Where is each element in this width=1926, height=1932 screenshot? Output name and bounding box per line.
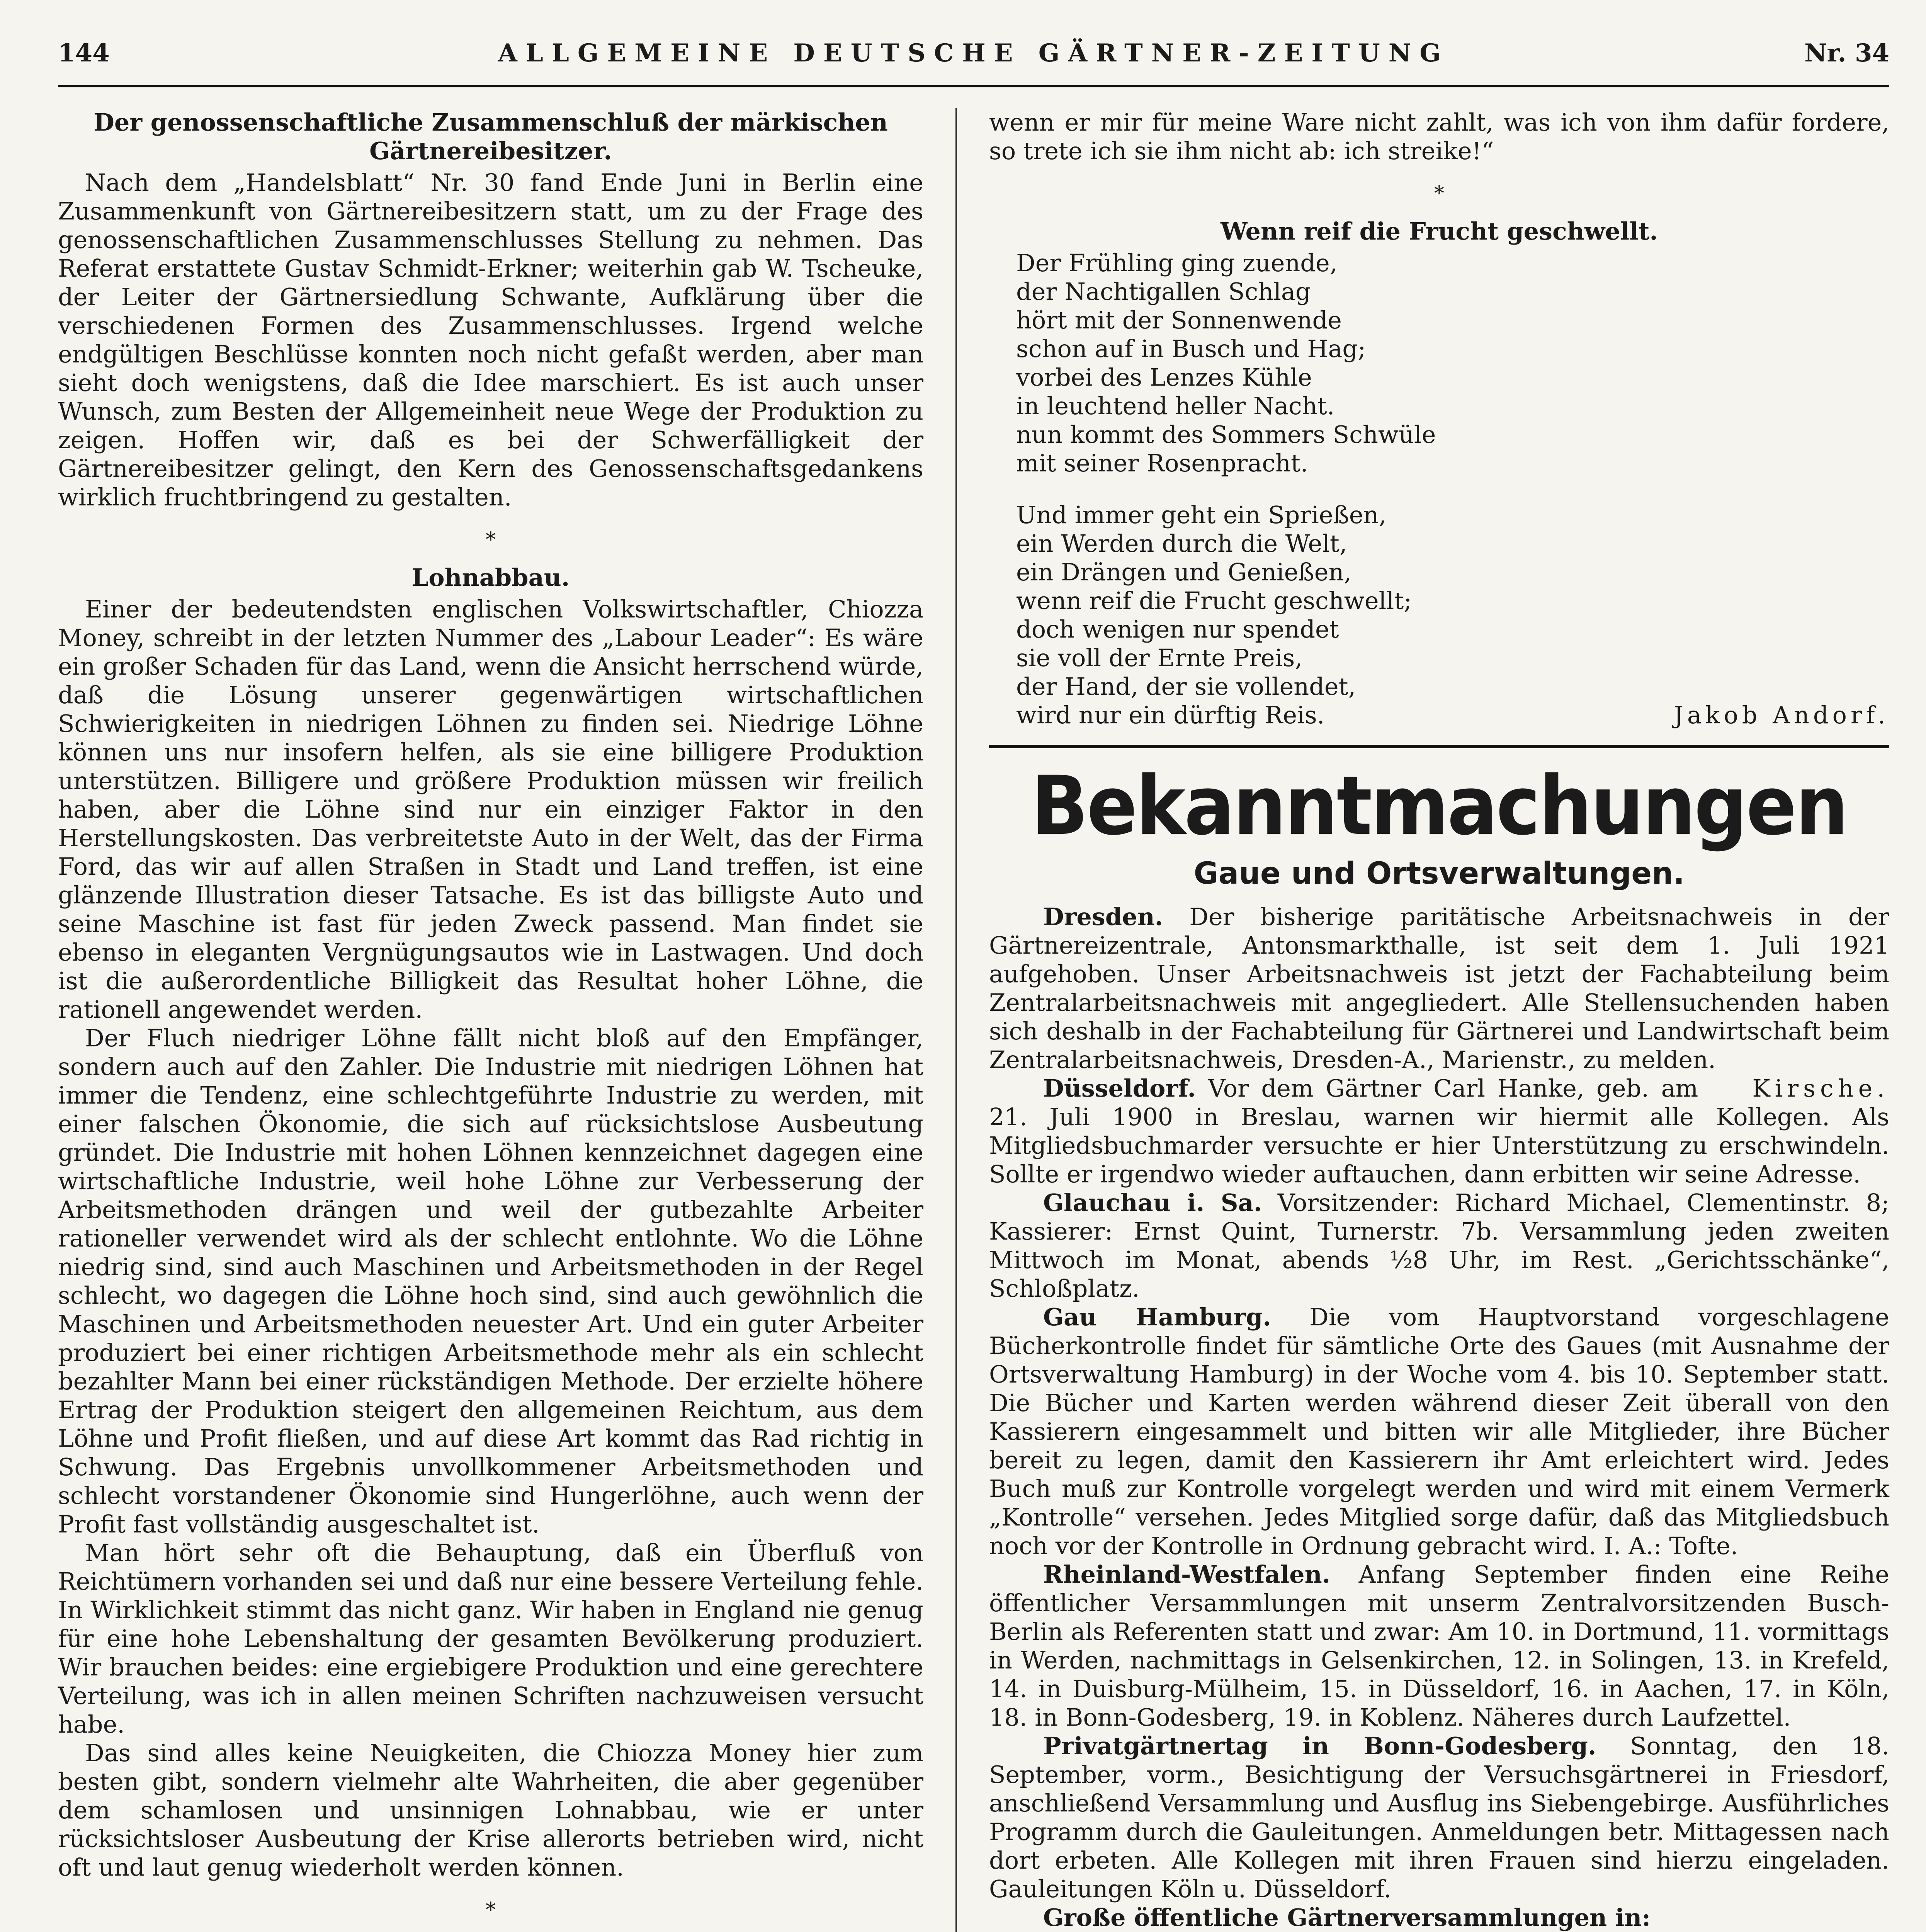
poem-line: doch wenigen nur spendet: [1016, 615, 1339, 643]
right-column: [989, 108, 1889, 1932]
poem-line: vorbei des Lenzes Kühle: [1016, 363, 1312, 391]
notice-duesseldorf: Düsseldorf. Vor dem Gärtner Carl Hanke, geb. am 21. Juli 1900 in Breslau, warnen wir hiermit alle Kollegen. Als Mitgliedsbuchmarder versuchte er hier Unterstützung zu erschwindeln. Sollte er irgendwo wieder auftauchen, dann erbitten wir seine Adresse.: [989, 1074, 1889, 1188]
section-rule: [989, 745, 1889, 748]
notice-glauchau: Glauchau i. Sa. Vorsitzender: Richard Michael, Clementinstr. 8; Kassierer: Ernst Quint, Turnerstr. 7b. Versammlung jeden zweiten Mittwoch im Monat, abends ½8 Uhr, im Rest. „Gerichtsschänke“, Schloßplatz.: [989, 1189, 1890, 1303]
notice-rheinland: Rheinland-Westfalen. Anfang September finden eine Reihe öffentlicher Versammlungen mit unserm Zentralvorsitzenden Busch-Berlin als Referenten statt und zwar: Am 10. in Dortmund, 11. vormittags in Werden, nachmittags in Gelsenkirchen, 12. in Solingen, 13. in Krefeld, 14. in Duisburg-Mülheim, 15. in Düsseldorf, 16. in Aachen, 17. in Köln, 18. in Bonn-Godesberg, 19. in Koblenz. Näheres durch Laufzettel.: [989, 1560, 1889, 1731]
poem-line: Und immer geht ein Sprießen,: [1016, 501, 1387, 529]
poem-line: ein Drängen und Genießen,: [1016, 558, 1352, 586]
poem-line: hört mit der Sonnenwende: [1016, 306, 1342, 334]
poem-line: schon auf in Busch und Hag;: [1016, 335, 1366, 363]
left-column: [58, 108, 923, 1932]
article-body-cooperative: Nach dem „Handelsblatt“ Nr. 30 fand Ende Juni in Berlin eine Zusammenkunft von Gärtnereibesitzern statt, um zu der Frage des genossenschaftlichen Zusammenschlusses Stellung zu nehmen. Das Referat erstattete Gustav Schmidt-Erkner; weiterhin gab W. Tscheuke, der Leiter der Gärtnersiedlung Schwante, Aufklärung über die verschiedenen Formen des Zusammenschlusses. Irgend welche endgültigen Beschlüsse konnten noch nicht gefaßt werden, aber man sieht doch wenigstens, daß die Idee marschiert. Es ist auch unser Wunsch, zum Besten der Allgemeinheit neue Wege der Produktion zu zeigen. Hoffen wir, daß es bei der Schwerfälligkeit der Gärtnereibesitzer gelingt, den Kern des Genossenschaftsgedankens wirklich fruchtbringend zu gestalten.: [58, 168, 923, 511]
notice-signature: I. A.: Tofte.: [1604, 1532, 1738, 1560]
notices-subheading: Gaue und Ortsverwaltungen.: [1193, 856, 1685, 891]
page-header: [58, 39, 1889, 81]
newspaper-page: [58, 31, 1889, 1932]
notice-lead: Dresden.: [1043, 903, 1163, 931]
lohnabbau-paragraph-4: Das sind alles keine Neuigkeiten, die Chiozza Money hier zum besten gibt, sondern vielmehr alte Wahrheiten, die aber gegenüber dem schamlosen und unsinnigen Lohnabbau, wie er unter rücksichtsloser Ausbeutung der Krise allerorts betrieben wird, nicht oft und laut genug wiederholt werden können.: [58, 1739, 923, 1881]
article-heading-lohnabbau: Lohnabbau.: [411, 563, 570, 592]
notice-privatgaertnertag: Privatgärtnertag in Bonn-Godesberg. Sonntag, den 18. September, vorm., Besichtigung der Versuchsgärtnerei in Friesdorf, anschließend Versammlung und Ausflug ins Siebengebirge. Ausführliches Programm durch die Gauleitungen. Anmeldungen betr. Mittagessen nach dort erbeten. Alle Kollegen mit ihren Frauen sind hierzu eingeladen. Gauleitungen Köln u. Düsseldorf.: [989, 1732, 1890, 1903]
poem-title: Wenn reif die Frucht geschwellt.: [1220, 217, 1658, 245]
header-rule: [58, 85, 1889, 87]
notice-lead: Rheinland-Westfalen.: [1043, 1560, 1331, 1588]
poem-line: der Nachtigallen Schlag: [1016, 277, 1311, 306]
lohnabbau-paragraph-3: Man hört sehr oft die Behauptung, daß ein Überfluß von Reichtümern vorhanden sei und daß nur eine bessere Verteilung fehle. In Wirklichkeit stimmt das nicht ganz. Wir haben in England nie genug für eine hohe Lebenshaltung der gesamten Bevölkerung produziert. Wir brauchen beides: eine ergiebigere Produktion und eine gerechtere Verteilung, was ich in allen meinen Schriften nachzuweisen versucht habe.: [58, 1539, 923, 1738]
newspaper-title: ALLGEMEINE DEUTSCHE GÄRTNER-ZEITUNG: [498, 39, 1449, 68]
notices-heading: Bekanntmachungen: [1031, 759, 1847, 853]
meetings-heading: Große öffentliche Gärtnerversammlungen in:: [1043, 1903, 1651, 1932]
page-number: 144: [58, 39, 110, 68]
poem-line: in leuchtend heller Nacht.: [1016, 392, 1335, 420]
notice-signature: Kirsche.: [1752, 1074, 1889, 1102]
poem-line: wenn reif die Frucht geschwellt;: [1016, 587, 1412, 615]
article-heading-cooperative: Der genossenschaftliche Zusammenschluß der märkischen Gärtnereibesitzer.: [93, 108, 888, 165]
poem-line: der Hand, der sie vollendet,: [1016, 672, 1356, 701]
poem-line: sie voll der Ernte Preis,: [1016, 644, 1303, 672]
notice-lead: Privatgärtnertag in Bonn-Godesberg.: [1043, 1732, 1596, 1760]
poem-line: Der Frühling ging zuende,: [1016, 249, 1338, 277]
poem-line: mit seiner Rosenpracht.: [1016, 449, 1308, 477]
poem-line: wird nur ein dürftig Reis.: [1016, 701, 1325, 729]
poem-line: ein Werden durch die Welt,: [1016, 529, 1347, 558]
notice-lead: Glauchau i. Sa.: [1043, 1189, 1262, 1217]
notice-lead: Gau Hamburg.: [1043, 1303, 1271, 1331]
streik-continuation: wenn er mir für meine Ware nicht zahlt, was ich von ihm dafür fordere, so trete ich sie ihm nicht ab: ich streike!“: [989, 108, 1889, 165]
poem: [989, 249, 1889, 730]
poem-line: nun kommt des Sommers Schwüle: [1016, 420, 1436, 449]
issue-number: Nr. 34: [1804, 39, 1889, 68]
separator-star: *: [1434, 182, 1444, 205]
separator-star: *: [486, 528, 496, 551]
notice-dresden: Dresden. Der bisherige paritätische Arbeitsnachweis in der Gärtnereizentrale, Antonsmarkthalle, ist seit dem 1. Juli 1921 aufgehoben. Unser Arbeitsnachweis ist jetzt der Fachabteilung beim Zentralarbeitsnachweis mit angegliedert. Alle Stellensuchenden haben sich deshalb in der Fachabteilung für Gärtnerei und Landwirtschaft beim Zentralarbeitsnachweis, Dresden-A., Marienstr., zu melden. Kirsche.: [989, 903, 1889, 1102]
notice-signature: Gauleitungen Köln u. Düsseldorf.: [989, 1875, 1392, 1903]
poem-last-line: [1016, 701, 1889, 730]
lohnabbau-paragraph-1: Einer der bedeutendsten englischen Volkswirtschaftler, Chiozza Money, schreibt in der letzten Nummer des „Labour Leader“: Es wäre ein großer Schaden für das Land, wenn die Ansicht herrschend würde, daß die Lösung unserer gegenwärtigen wirtschaftlichen Schwierigkeiten in niedrigen Löhnen zu finden sei. Niedrige Löhne können uns nur insofern helfen, als sie eine billigere Produktion unterstützen. Billigere und größere Produktion müssen wir freilich haben, aber die Löhne sind nur ein einziger Faktor in den Herstellungskosten. Das verbreitetste Auto in der Welt, das der Firma Ford, das wir auf allen Straßen in Stadt und Land treffen, ist eine glänzende Illustration dieser Tatsache. Es ist das billigste Auto und seine Maschine ist fast für jeden Zweck passend. Man findet sie ebenso in eleganten Vergnügungsautos wie in Lastwagen. Und doch ist die außerordentliche Billigkeit das Resultat hoher Löhne, die rationell angewendet werden.: [58, 595, 923, 1024]
notice-hamburg: Gau Hamburg. Die vom Hauptvorstand vorgeschlagene Bücherkontrolle findet für sämtliche Orte des Gaues (mit Ausnahme der Ortsverwaltung Hamburg) in der Woche vom 4. bis 10. September statt. Die Bücher und Karten werden während dieser Zeit überall von den Kassierern eingesammelt und bitten wir alle Mitglieder, ihre Bücher bereit zu legen, damit den Kassierern ihr Amt erleichtert wird. Jedes Buch muß zur Kontrolle vorgelegt werden und wird mit einem Vermerk „Kontrolle“ versehen. Jedes Mitglied sorge dafür, daß das Mitgliedsbuch noch vor der Kontrolle in Ordnung gebracht wird. I. A.: Tofte.: [989, 1303, 1889, 1560]
separator-star: *: [486, 1898, 496, 1922]
poem-author: Jakob Andorf.: [1674, 701, 1889, 729]
notices-list: [989, 903, 1889, 1932]
lohnabbau-paragraph-2: Der Fluch niedriger Löhne fällt nicht bloß auf den Empfänger, sondern auch auf den Zahler. Die Industrie mit niedrigen Löhnen hat immer die Tendenz, eine schlechtgeführte Industrie zu werden, mit einer falschen Ökonomie, die sich auf rücksichtslose Ausbeutung gründet. Die Industrie mit hohen Löhnen kennzeichnet dagegen eine wirtschaftliche Industrie, weil hohe Löhne zur Verbesserung der Arbeitsmethoden drängen und weil der gutbezahlte Arbeiter rationeller verwendet wird als der schlecht entlohnte. Wo die Löhne niedrig sind, sind auch Maschinen und Arbeitsmethoden in der Regel schlecht, wo dagegen die Löhne hoch sind, sind auch gewöhnlich die Maschinen und Arbeitsmethoden neuester Art. Und ein guter Arbeiter produziert bei einer richtigen Arbeitsmethode mehr als ein schlecht bezahlter Mann bei einer rückständigen Methode. Der erzielte höhere Ertrag der Produktion steigert den allgemeinen Reichtum, aus dem Löhne und Profit fließen, und auf diese Art kommt das Rad richtig in Schwung. Das Ergebnis unvollkommener Arbeitsmethoden und schlecht vorstandener Ökonomie sind Hungerlöhne, auch wenn der Profit fast vollständig ausgeschaltet ist.: [58, 1024, 923, 1538]
notice-lead: Düsseldorf.: [1043, 1074, 1196, 1102]
column-divider: [955, 108, 957, 1932]
